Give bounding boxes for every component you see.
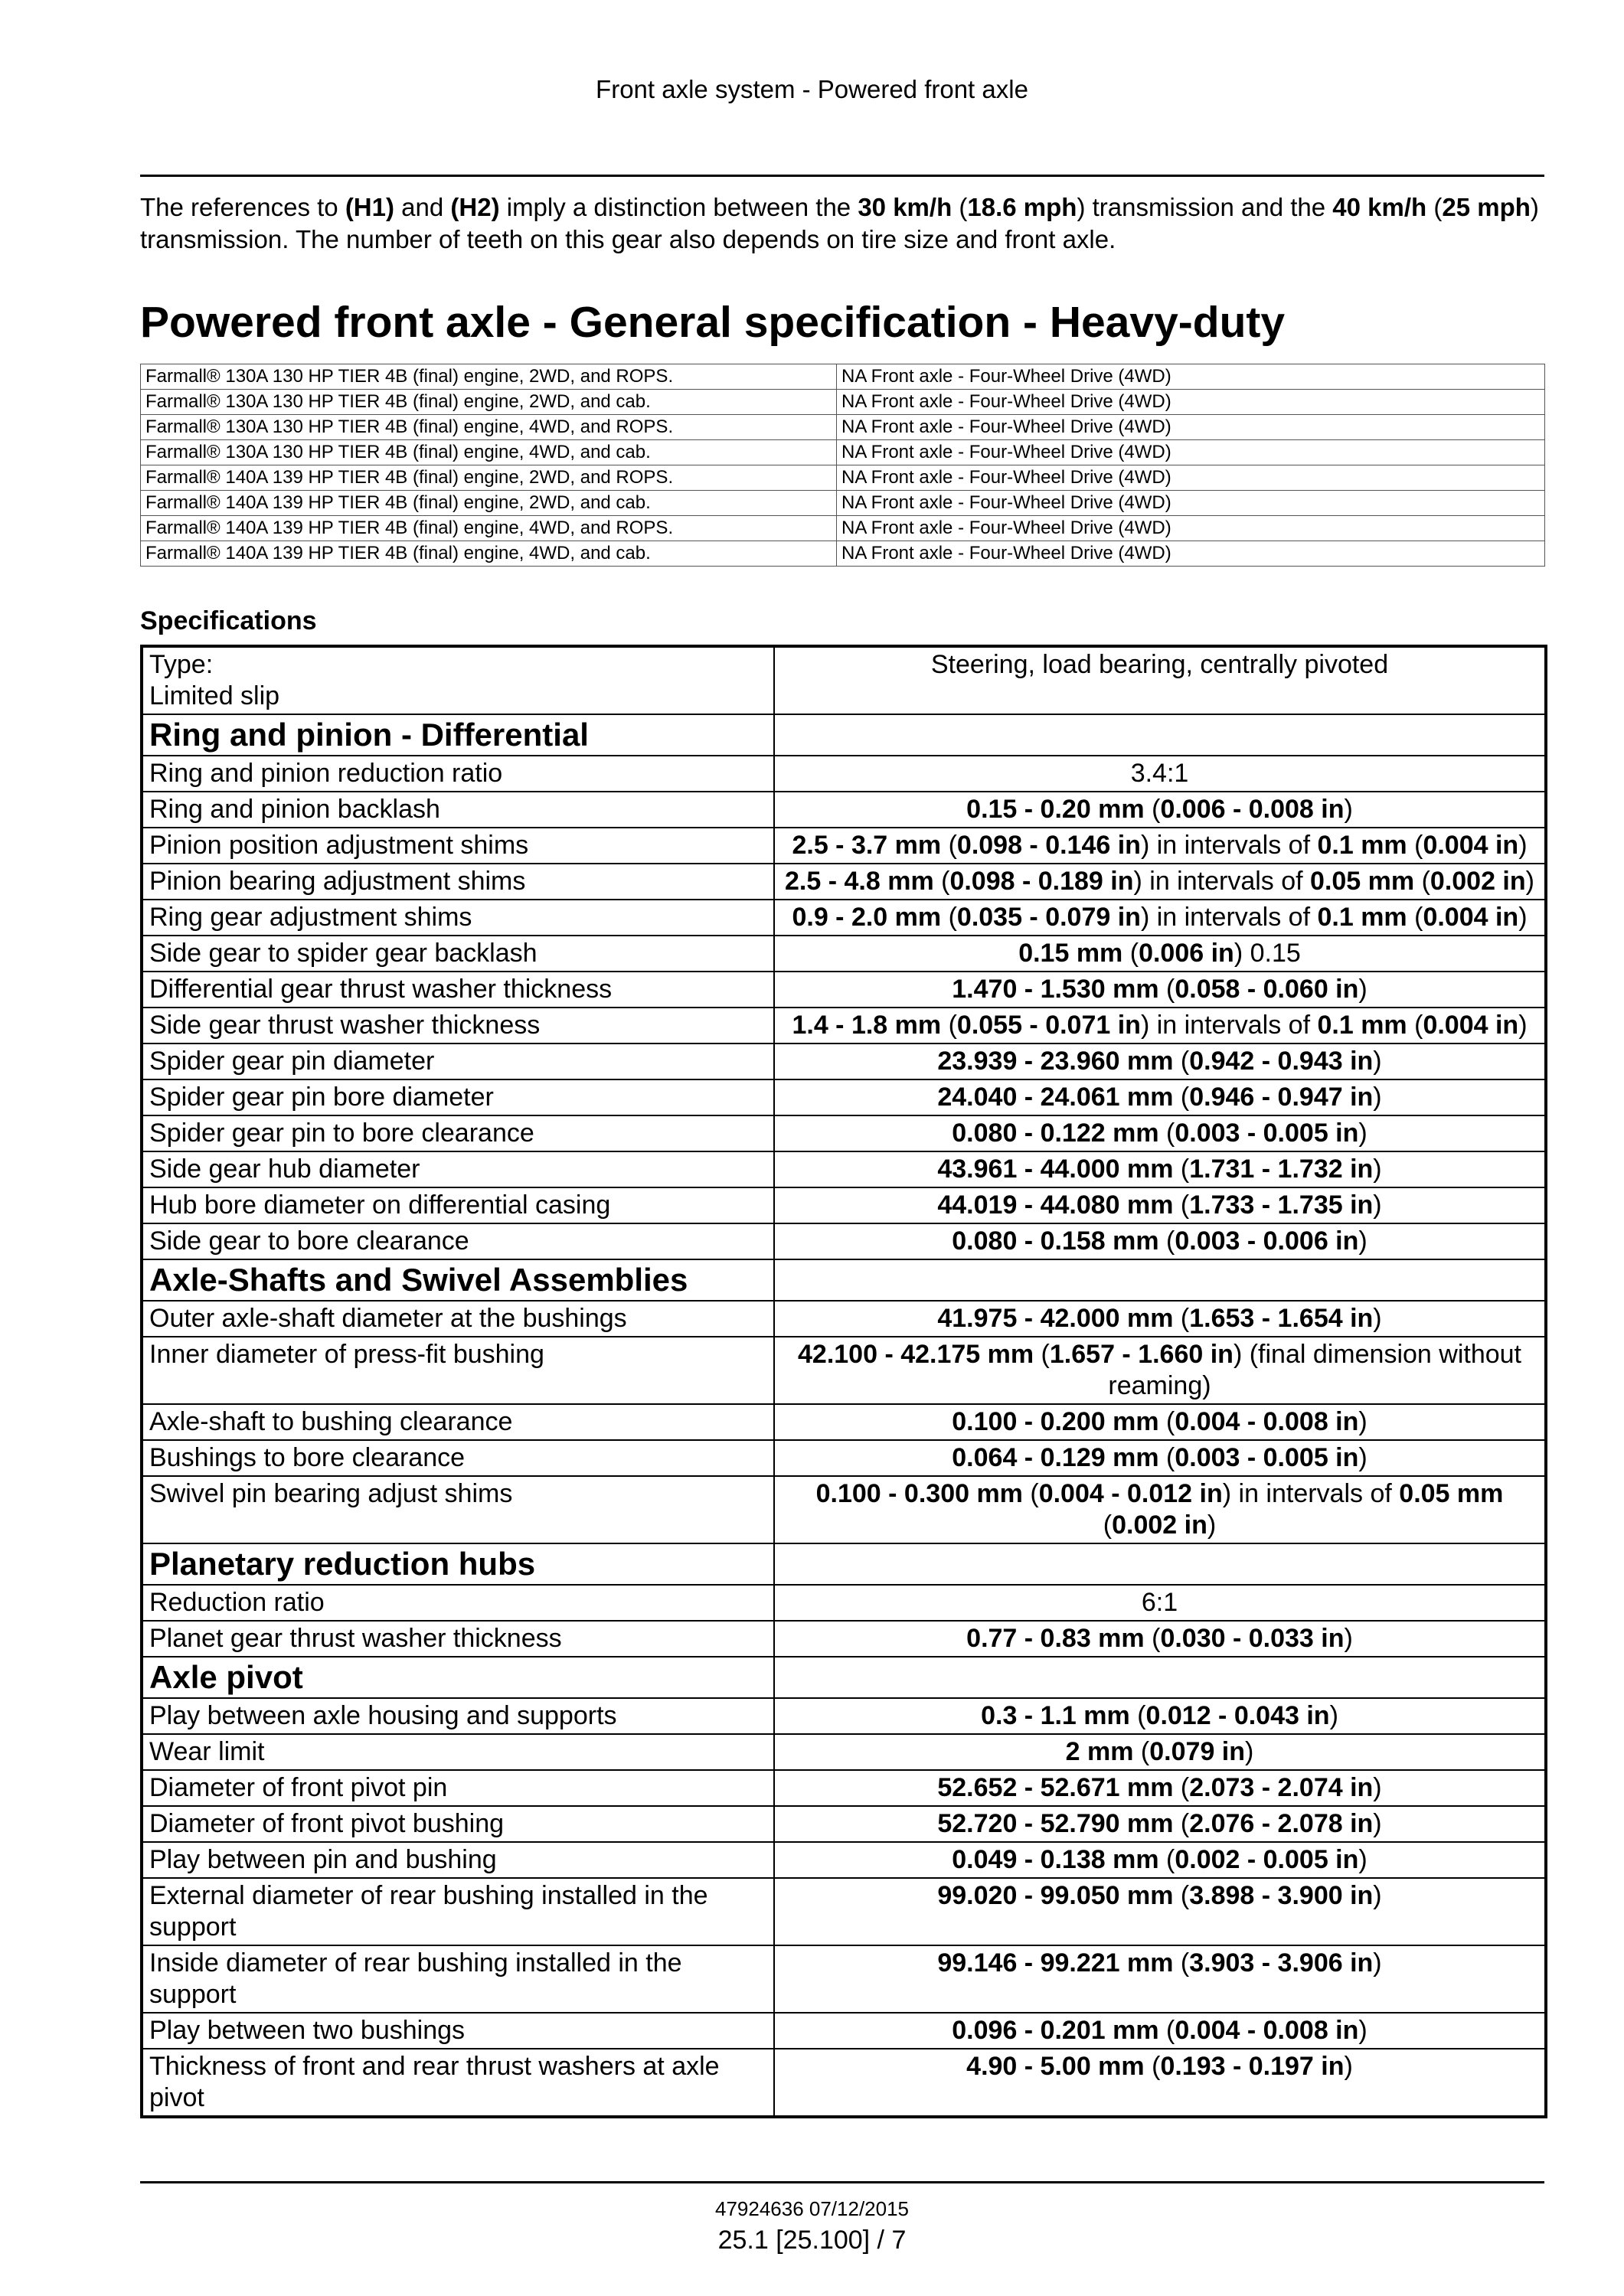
spec-value-text: ( — [941, 1011, 957, 1040]
spec-value-text: ( — [1173, 1304, 1190, 1333]
spec-value — [774, 1404, 1546, 1440]
spec-value-bold: 0.193 - 0.197 in — [1160, 2052, 1345, 2081]
spec-value-bold: 0.096 - 0.201 mm — [952, 2016, 1159, 2045]
applicability-row — [141, 516, 1545, 541]
spec-section-row — [142, 1543, 1546, 1585]
spec-row — [142, 756, 1546, 792]
spec-value-text: ) in intervals of — [1222, 1479, 1400, 1508]
spec-row — [142, 792, 1546, 828]
spec-parameter: Bushings to bore clearance — [142, 1440, 774, 1476]
spec-value-bold: 3.898 - 3.900 in — [1189, 1881, 1374, 1910]
spec-parameter: Spider gear pin to bore clearance — [142, 1115, 774, 1151]
spec-parameter: Side gear thrust washer thickness — [142, 1008, 774, 1043]
spec-value-text: ) — [1525, 867, 1534, 896]
intro-text: The references to — [140, 193, 345, 221]
spec-row — [142, 2013, 1546, 2049]
spec-section-empty-cell — [774, 1657, 1546, 1698]
spec-value — [774, 828, 1546, 864]
spec-parameter: Hub bore diameter on differential casing — [142, 1187, 774, 1223]
spec-value-bold: 0.77 - 0.83 mm — [966, 1624, 1145, 1653]
spec-value-text: ) — [1344, 795, 1353, 824]
spec-value — [774, 2049, 1546, 2117]
spec-value-text: ) — [1373, 1190, 1382, 1220]
spec-value-text: ) — [1373, 1047, 1382, 1076]
header-rule — [140, 175, 1544, 177]
spec-value — [774, 864, 1546, 900]
spec-value-text: ( — [1144, 795, 1161, 824]
spec-section-heading: Axle pivot — [142, 1657, 774, 1698]
spec-row — [142, 646, 1546, 714]
spec-value-text: ) — [1518, 903, 1528, 932]
spec-value — [774, 1945, 1546, 2013]
spec-value-text: ( — [1173, 1083, 1190, 1112]
applicability-component: NA Front axle - Four-Wheel Drive (4WD) — [837, 364, 1545, 390]
spec-value-bold: 0.002 - 0.005 in — [1175, 1845, 1359, 1874]
intro-text: ) transmission. The number of teeth on this gear also depends on tire size and front axle. — [140, 193, 1539, 253]
spec-value-bold: 0.080 - 0.158 mm — [952, 1226, 1159, 1256]
spec-value-bold: 0.002 in — [1430, 867, 1526, 896]
spec-value — [774, 1734, 1546, 1770]
spec-parameter: Side gear to bore clearance — [142, 1223, 774, 1259]
spec-value — [774, 1043, 1546, 1079]
applicability-model: Farmall® 140A 139 HP TIER 4B (final) engine, 2WD, and cab. — [141, 491, 837, 516]
spec-value — [774, 936, 1546, 972]
spec-parameter: Axle-shaft to bushing clearance — [142, 1404, 774, 1440]
spec-value-text: Steering, load bearing, centrally pivoted — [930, 650, 1389, 679]
spec-section-heading: Axle-Shafts and Swivel Assemblies — [142, 1259, 774, 1301]
spec-value-text: ( — [1173, 1948, 1190, 1978]
spec-value-text: ) — [1358, 1443, 1367, 1472]
spec-value-bold: 99.146 - 99.221 mm — [937, 1948, 1174, 1978]
spec-value-bold: 1.653 - 1.654 in — [1189, 1304, 1374, 1333]
spec-value-bold: 0.098 - 0.146 in — [956, 831, 1141, 860]
specifications-table — [140, 645, 1547, 2118]
spec-row — [142, 1440, 1546, 1476]
spec-value-bold: 0.004 in — [1423, 1011, 1519, 1040]
spec-value-text: ) — [1373, 1773, 1382, 1802]
spec-value-bold: 0.030 - 0.033 in — [1160, 1624, 1345, 1653]
spec-value-text: ) in intervals of — [1140, 1011, 1318, 1040]
applicability-model: Farmall® 140A 139 HP TIER 4B (final) engine, 4WD, and cab. — [141, 541, 837, 567]
spec-value-text: ( — [1034, 1340, 1050, 1369]
intro-text: ( — [1426, 193, 1443, 221]
spec-value-bold: 3.903 - 3.906 in — [1189, 1948, 1374, 1978]
spec-value-text: ) — [1373, 1948, 1382, 1978]
running-header: Front axle system - Powered front axle — [596, 75, 1028, 103]
spec-value-bold: 42.100 - 42.175 mm — [798, 1340, 1034, 1369]
spec-value-bold: 0.100 - 0.200 mm — [952, 1407, 1159, 1436]
spec-row — [142, 1151, 1546, 1187]
spec-value-text: ( — [1414, 867, 1430, 896]
intro-speed-25mph: 25 mph — [1442, 193, 1531, 221]
spec-parameter: Planet gear thrust washer thickness — [142, 1621, 774, 1657]
spec-value-bold: 0.100 - 0.300 mm — [815, 1479, 1023, 1508]
spec-row — [142, 1698, 1546, 1734]
spec-parameter: Wear limit — [142, 1734, 774, 1770]
spec-value-text: ) (final dimension without reaming) — [1108, 1340, 1521, 1400]
applicability-model: Farmall® 130A 130 HP TIER 4B (final) engine, 4WD, and ROPS. — [141, 415, 837, 440]
spec-value-bold: 0.049 - 0.138 mm — [952, 1845, 1159, 1874]
applicability-row — [141, 541, 1545, 567]
spec-row — [142, 1842, 1546, 1878]
spec-value-bold: 0.15 mm — [1018, 939, 1123, 968]
spec-value-text: ( — [1173, 1809, 1190, 1838]
spec-value-text: ( — [941, 831, 957, 860]
spec-row — [142, 1734, 1546, 1770]
spec-value-text: ( — [1158, 975, 1175, 1004]
intro-text: and — [394, 193, 451, 221]
applicability-row — [141, 491, 1545, 516]
spec-value — [774, 1878, 1546, 1945]
spec-value-bold: 4.90 - 5.00 mm — [966, 2052, 1145, 2081]
spec-value-text: ) — [1518, 1011, 1528, 1040]
spec-parameter: Spider gear pin bore diameter — [142, 1079, 774, 1115]
spec-value — [774, 900, 1546, 936]
spec-parameter — [142, 646, 774, 714]
spec-value-bold: 0.15 - 0.20 mm — [966, 795, 1145, 824]
spec-row — [142, 1404, 1546, 1440]
spec-value — [774, 756, 1546, 792]
spec-parameter: Pinion bearing adjustment shims — [142, 864, 774, 900]
spec-value-text: ) in intervals of — [1140, 831, 1318, 860]
spec-value-text: ) — [1373, 1304, 1382, 1333]
spec-parameter: Ring gear adjustment shims — [142, 900, 774, 936]
spec-value-text: ( — [1173, 1881, 1190, 1910]
spec-value-text: ( — [1407, 831, 1423, 860]
spec-row — [142, 1043, 1546, 1079]
spec-value-bold: 0.006 - 0.008 in — [1160, 795, 1345, 824]
spec-row — [142, 936, 1546, 972]
spec-value-bold: 1.470 - 1.530 mm — [952, 975, 1159, 1004]
spec-value-bold: 0.002 in — [1112, 1511, 1207, 1540]
spec-section-row — [142, 714, 1546, 756]
spec-value-bold: 0.3 - 1.1 mm — [981, 1701, 1130, 1730]
specifications-heading: Specifications — [140, 606, 317, 635]
spec-value-text: ( — [1129, 1701, 1146, 1730]
spec-value-bold: 2 mm — [1065, 1737, 1134, 1766]
spec-value-bold: 0.058 - 0.060 in — [1175, 975, 1359, 1004]
spec-section-row — [142, 1657, 1546, 1698]
spec-value-bold: 0.05 mm — [1399, 1479, 1504, 1508]
spec-value-text: ) — [1373, 1809, 1382, 1838]
spec-value-text: ) in intervals of — [1140, 903, 1318, 932]
spec-section-empty-cell — [774, 714, 1546, 756]
spec-value — [774, 1770, 1546, 1806]
intro-paragraph — [140, 191, 1544, 256]
intro-speed-18-6mph: 18.6 mph — [967, 193, 1077, 221]
spec-value-text: ( — [1158, 1119, 1175, 1148]
spec-section-heading: Planetary reduction hubs — [142, 1543, 774, 1585]
spec-value-bold: 0.006 in — [1139, 939, 1234, 968]
spec-value-bold: 0.1 mm — [1317, 1011, 1407, 1040]
footer-rule — [140, 2181, 1544, 2183]
spec-row — [142, 828, 1546, 864]
spec-section-row — [142, 1259, 1546, 1301]
spec-parameter: Pinion position adjustment shims — [142, 828, 774, 864]
spec-value-bold: 0.9 - 2.0 mm — [792, 903, 942, 932]
spec-parameter-line: Limited slip — [149, 681, 280, 710]
spec-value-text: ( — [1144, 2052, 1161, 2081]
spec-value-text: ( — [1407, 1011, 1423, 1040]
spec-section-empty-cell — [774, 1543, 1546, 1585]
applicability-component: NA Front axle - Four-Wheel Drive (4WD) — [837, 415, 1545, 440]
spec-value-text: ) 0.15 — [1234, 939, 1301, 968]
spec-value-text: ) — [1373, 1083, 1382, 1112]
spec-value-text: ( — [1158, 1407, 1175, 1436]
spec-value-text: ( — [933, 867, 950, 896]
spec-value-bold: 24.040 - 24.061 mm — [937, 1083, 1174, 1112]
spec-value-bold: 0.004 in — [1423, 903, 1519, 932]
spec-row — [142, 2049, 1546, 2117]
spec-parameter: Play between axle housing and supports — [142, 1698, 774, 1734]
spec-value-text: ) — [1207, 1511, 1217, 1540]
spec-parameter: Ring and pinion reduction ratio — [142, 756, 774, 792]
spec-value — [774, 1585, 1546, 1621]
spec-value-bold: 0.035 - 0.079 in — [956, 903, 1141, 932]
spec-value-text: ( — [1133, 1737, 1150, 1766]
spec-value-bold: 0.055 - 0.071 in — [956, 1011, 1141, 1040]
spec-value-text: ) in intervals of — [1133, 867, 1311, 896]
spec-value-text: ) — [1358, 1119, 1367, 1148]
intro-text: ( — [952, 193, 968, 221]
spec-row — [142, 1301, 1546, 1337]
spec-value-text: ( — [1173, 1047, 1190, 1076]
spec-value-bold: 0.05 mm — [1310, 867, 1415, 896]
spec-value-bold: 23.939 - 23.960 mm — [937, 1047, 1174, 1076]
section-title: Powered front axle - General specification - Heavy-duty — [140, 298, 1286, 347]
spec-value — [774, 1008, 1546, 1043]
spec-parameter-line: Type: — [149, 650, 214, 679]
spec-value-bold: 1.733 - 1.735 in — [1189, 1190, 1374, 1220]
spec-row — [142, 1223, 1546, 1259]
applicability-model: Farmall® 130A 130 HP TIER 4B (final) engine, 2WD, and cab. — [141, 390, 837, 415]
spec-value-bold: 2.5 - 4.8 mm — [785, 867, 934, 896]
spec-parameter: External diameter of rear bushing installed in the support — [142, 1878, 774, 1945]
applicability-row — [141, 440, 1545, 465]
spec-value — [774, 2013, 1546, 2049]
spec-value — [774, 1151, 1546, 1187]
spec-value-bold: 44.019 - 44.080 mm — [937, 1190, 1174, 1220]
spec-value-bold: 0.003 - 0.005 in — [1175, 1119, 1359, 1148]
spec-parameter: Differential gear thrust washer thickness — [142, 972, 774, 1008]
spec-value-bold: 0.946 - 0.947 in — [1189, 1083, 1374, 1112]
spec-value — [774, 1079, 1546, 1115]
spec-parameter: Side gear hub diameter — [142, 1151, 774, 1187]
applicability-row — [141, 390, 1545, 415]
spec-parameter: Diameter of front pivot pin — [142, 1770, 774, 1806]
spec-row — [142, 900, 1546, 936]
spec-value-text: ) — [1344, 2052, 1353, 2081]
intro-ref-h2: (H2) — [450, 193, 500, 221]
spec-value-bold: 0.942 - 0.943 in — [1189, 1047, 1374, 1076]
spec-row — [142, 1079, 1546, 1115]
applicability-component: NA Front axle - Four-Wheel Drive (4WD) — [837, 516, 1545, 541]
spec-parameter: Swivel pin bearing adjust shims — [142, 1476, 774, 1543]
spec-value-text: ( — [1158, 1226, 1175, 1256]
intro-text: imply a distinction between the — [499, 193, 858, 221]
spec-value-text: ( — [1022, 1479, 1039, 1508]
spec-value-bold: 41.975 - 42.000 mm — [937, 1304, 1174, 1333]
spec-value-text: ) — [1245, 1737, 1254, 1766]
spec-value-bold: 0.080 - 0.122 mm — [952, 1119, 1159, 1148]
applicability-component: NA Front axle - Four-Wheel Drive (4WD) — [837, 541, 1545, 567]
spec-row — [142, 1621, 1546, 1657]
spec-value — [774, 1115, 1546, 1151]
applicability-row — [141, 415, 1545, 440]
applicability-row — [141, 465, 1545, 491]
spec-section-empty-cell — [774, 1259, 1546, 1301]
spec-value-bold: 1.731 - 1.732 in — [1189, 1155, 1374, 1184]
spec-parameter: Play between pin and bushing — [142, 1842, 774, 1878]
spec-value-bold: 1.657 - 1.660 in — [1049, 1340, 1234, 1369]
spec-parameter: Thickness of front and rear thrust washers at axle pivot — [142, 2049, 774, 2117]
spec-value-text: ( — [1173, 1190, 1190, 1220]
spec-row — [142, 972, 1546, 1008]
spec-row — [142, 1008, 1546, 1043]
intro-speed-30kmh: 30 km/h — [858, 193, 953, 221]
spec-value — [774, 1842, 1546, 1878]
intro-ref-h1: (H1) — [345, 193, 394, 221]
document-code: 47924636 07/12/2015 — [714, 2197, 910, 2220]
applicability-row — [141, 364, 1545, 390]
spec-value — [774, 972, 1546, 1008]
spec-row — [142, 1878, 1546, 1945]
spec-value — [774, 1337, 1546, 1404]
applicability-model: Farmall® 130A 130 HP TIER 4B (final) engine, 4WD, and cab. — [141, 440, 837, 465]
spec-parameter: Inner diameter of press-fit bushing — [142, 1337, 774, 1404]
spec-value-text: ) — [1358, 1226, 1367, 1256]
spec-value-bold: 0.064 - 0.129 mm — [952, 1443, 1159, 1472]
spec-value-text: ( — [1158, 2016, 1175, 2045]
spec-value — [774, 792, 1546, 828]
spec-value-bold: 43.961 - 44.000 mm — [937, 1155, 1174, 1184]
spec-value-bold: 52.652 - 52.671 mm — [937, 1773, 1174, 1802]
spec-value-bold: 0.012 - 0.043 in — [1145, 1701, 1330, 1730]
spec-value-text: ) — [1518, 831, 1528, 860]
intro-text: ) transmission and the — [1077, 193, 1333, 221]
spec-value-text: ( — [1407, 903, 1423, 932]
spec-value-text: ( — [1103, 1511, 1113, 1540]
spec-value-bold: 0.1 mm — [1317, 903, 1407, 932]
applicability-component: NA Front axle - Four-Wheel Drive (4WD) — [837, 491, 1545, 516]
spec-value-bold: 52.720 - 52.790 mm — [937, 1809, 1174, 1838]
spec-value-text: ) — [1344, 1624, 1353, 1653]
spec-value-bold: 2.5 - 3.7 mm — [792, 831, 942, 860]
spec-value-bold: 0.098 - 0.189 in — [949, 867, 1134, 896]
spec-value-text: ( — [1173, 1773, 1190, 1802]
spec-value — [774, 1301, 1546, 1337]
spec-value-text: ( — [1158, 1443, 1175, 1472]
spec-value — [774, 1187, 1546, 1223]
spec-value-text: ( — [1144, 1624, 1161, 1653]
spec-value-bold: 2.073 - 2.074 in — [1189, 1773, 1374, 1802]
spec-value-bold: 0.004 in — [1423, 831, 1519, 860]
spec-row — [142, 864, 1546, 900]
spec-parameter: Ring and pinion backlash — [142, 792, 774, 828]
page-number: 25.1 [25.100] / 7 — [717, 2226, 907, 2255]
spec-row — [142, 1945, 1546, 2013]
spec-parameter: Inside diameter of rear bushing installed in the support — [142, 1945, 774, 2013]
spec-value-text: 6:1 — [1141, 1588, 1178, 1617]
spec-row — [142, 1770, 1546, 1806]
spec-parameter: Side gear to spider gear backlash — [142, 936, 774, 972]
spec-value-bold: 0.004 - 0.008 in — [1175, 1407, 1359, 1436]
spec-value-bold: 0.003 - 0.006 in — [1175, 1226, 1359, 1256]
spec-value — [774, 1698, 1546, 1734]
spec-value — [774, 1621, 1546, 1657]
spec-row — [142, 1115, 1546, 1151]
spec-value-bold: 0.003 - 0.005 in — [1175, 1443, 1359, 1472]
spec-section-heading: Ring and pinion - Differential — [142, 714, 774, 756]
spec-parameter: Play between two bushings — [142, 2013, 774, 2049]
spec-value-text: 3.4:1 — [1130, 759, 1189, 788]
applicability-component: NA Front axle - Four-Wheel Drive (4WD) — [837, 440, 1545, 465]
spec-parameter: Outer axle-shaft diameter at the bushings — [142, 1301, 774, 1337]
spec-value-text: ) — [1358, 1845, 1367, 1874]
spec-value-text: ( — [1122, 939, 1139, 968]
spec-value — [774, 1476, 1546, 1543]
spec-value-text: ) — [1329, 1701, 1338, 1730]
spec-value-text: ) — [1358, 2016, 1367, 2045]
spec-value — [774, 1223, 1546, 1259]
spec-parameter: Reduction ratio — [142, 1585, 774, 1621]
applicability-model: Farmall® 140A 139 HP TIER 4B (final) engine, 2WD, and ROPS. — [141, 465, 837, 491]
applicability-table — [140, 364, 1545, 567]
applicability-model: Farmall® 140A 139 HP TIER 4B (final) engine, 4WD, and ROPS. — [141, 516, 837, 541]
spec-row — [142, 1187, 1546, 1223]
spec-row — [142, 1476, 1546, 1543]
spec-value-text: ( — [1173, 1155, 1190, 1184]
spec-row — [142, 1585, 1546, 1621]
applicability-component: NA Front axle - Four-Wheel Drive (4WD) — [837, 465, 1545, 491]
intro-speed-40kmh: 40 km/h — [1332, 193, 1427, 221]
spec-value-text: ) — [1373, 1881, 1382, 1910]
spec-parameter: Diameter of front pivot bushing — [142, 1806, 774, 1842]
spec-parameter: Spider gear pin diameter — [142, 1043, 774, 1079]
spec-value-bold: 0.004 - 0.012 in — [1038, 1479, 1223, 1508]
spec-value — [774, 646, 1546, 714]
spec-value-bold: 1.4 - 1.8 mm — [792, 1011, 942, 1040]
spec-value-text: ) — [1358, 1407, 1367, 1436]
applicability-component: NA Front axle - Four-Wheel Drive (4WD) — [837, 390, 1545, 415]
spec-row — [142, 1337, 1546, 1404]
spec-value-bold: 2.076 - 2.078 in — [1189, 1809, 1374, 1838]
spec-value-text: ( — [1158, 1845, 1175, 1874]
spec-value-bold: 0.1 mm — [1317, 831, 1407, 860]
spec-value-text: ( — [941, 903, 957, 932]
spec-value-text: ) — [1373, 1155, 1382, 1184]
spec-value-bold: 99.020 - 99.050 mm — [937, 1881, 1174, 1910]
spec-value-text: ) — [1358, 975, 1367, 1004]
applicability-model: Farmall® 130A 130 HP TIER 4B (final) engine, 2WD, and ROPS. — [141, 364, 837, 390]
spec-value — [774, 1806, 1546, 1842]
spec-value-bold: 0.079 in — [1149, 1737, 1246, 1766]
spec-row — [142, 1806, 1546, 1842]
spec-value-bold: 0.004 - 0.008 in — [1175, 2016, 1359, 2045]
spec-value — [774, 1440, 1546, 1476]
